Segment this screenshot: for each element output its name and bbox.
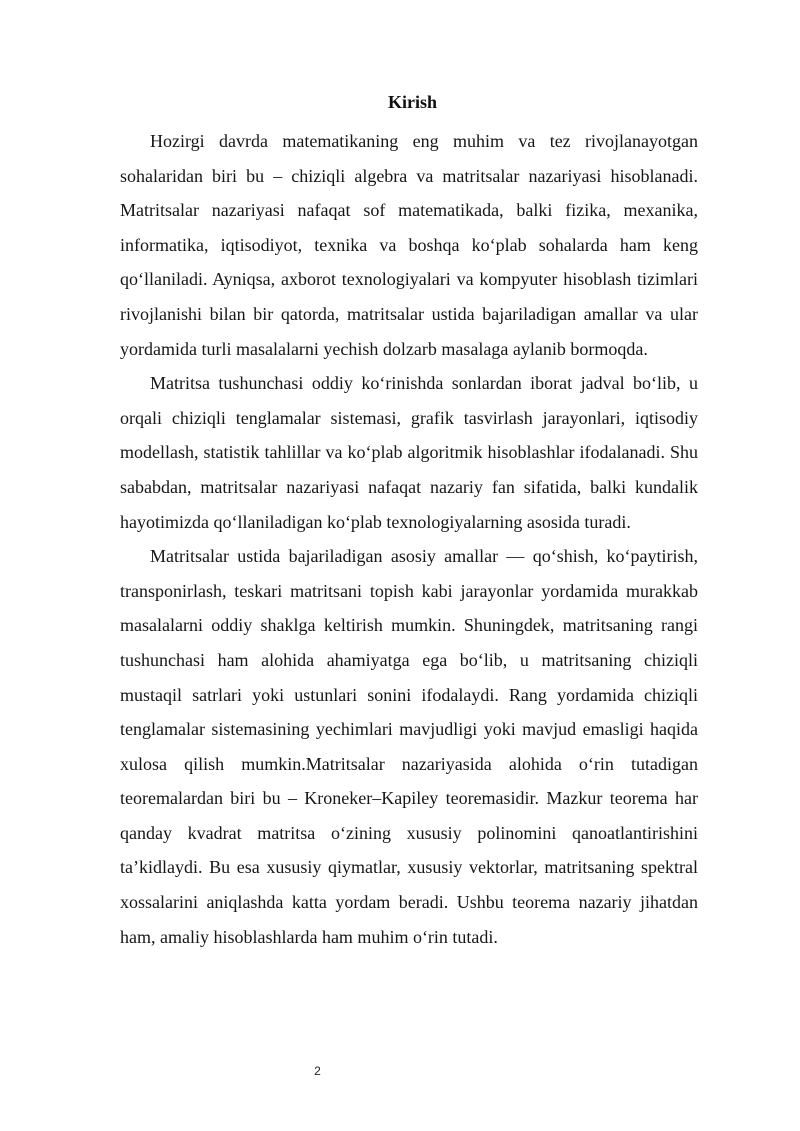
page-title: Kirish xyxy=(387,92,437,112)
paragraph-3: Matritsalar ustida bajariladigan asosiy amallar — qo‘shish, ko‘paytirish, transponirlash, teskari matritsani topish kabi jarayonlar yordamida murakkab masalalarni oddiy shaklga keltirish mumkin. Shuningdek, matritsaning rangi tushunchasi ham alohida ahamiyatga ega bo‘lib, u matritsaning chiziqli mustaqil satrlari yoki ustunlari sonini ifodalaydi. Rang yordamida chiziqli tenglamalar sistemasining yechimlari mavjudligi yoki mavjud emasligi haqida xulosa qilish mumkin.Matritsalar nazariyasida alohida o‘rin tutadigan teoremalardan biri bu – Kroneker–Kapiley teoremasidir. Mazkur teorema har qanday kvadrat matritsa o‘zining xususiy polinomini qanoatlantirishini ta’kidlaydi. Bu esa xususiy qiymatlar, xususiy vektorlar, matritsaning spektral xossalarini aniqlashda katta yordam beradi. Ushbu teorema nazariy jihatdan ham, amaliy hisoblashlarda ham muhim o‘rin tutadi. xyxy=(120,546,698,947)
paragraph-2: Matritsa tushunchasi oddiy ko‘rinishda sonlardan iborat jadval bo‘lib, u orqali chiziqli tenglamalar sistemasi, grafik tasvirlash jarayonlari, iqtisodiy modellash, statistik tahlillar va ko‘plab algoritmik hisoblashlar ifodalanadi. Shu sababdan, matritsalar nazariyasi nafaqat nazariy fan sifatida, balki kundalik hayotimizda qo‘llaniladigan ko‘plab texnologiyalarning asosida turadi. xyxy=(120,373,698,532)
paragraph-1: Hozirgi davrda matematikaning eng muhim va tez rivojlanayotgan sohalaridan biri bu – chiziqli algebra va matritsalar nazariyasi hisoblanadi. Matritsalar nazariyasi nafaqat sof matematikada, balki fizika, mexanika, informatika, iqtisodiyot, texnika va boshqa ko‘plab sohalarda ham keng qo‘llaniladi. Ayniqsa, axborot texnologiyalari va kompyuter hisoblash tizimlari rivojlanishi bilan bir qatorda, matritsalar ustida bajariladigan amallar va ular yordamida turli masalalarni yechish dolzarb masalaga aylanib bormoqda. xyxy=(120,131,698,359)
page-number: 2 xyxy=(314,1064,321,1078)
body-text xyxy=(120,124,698,954)
